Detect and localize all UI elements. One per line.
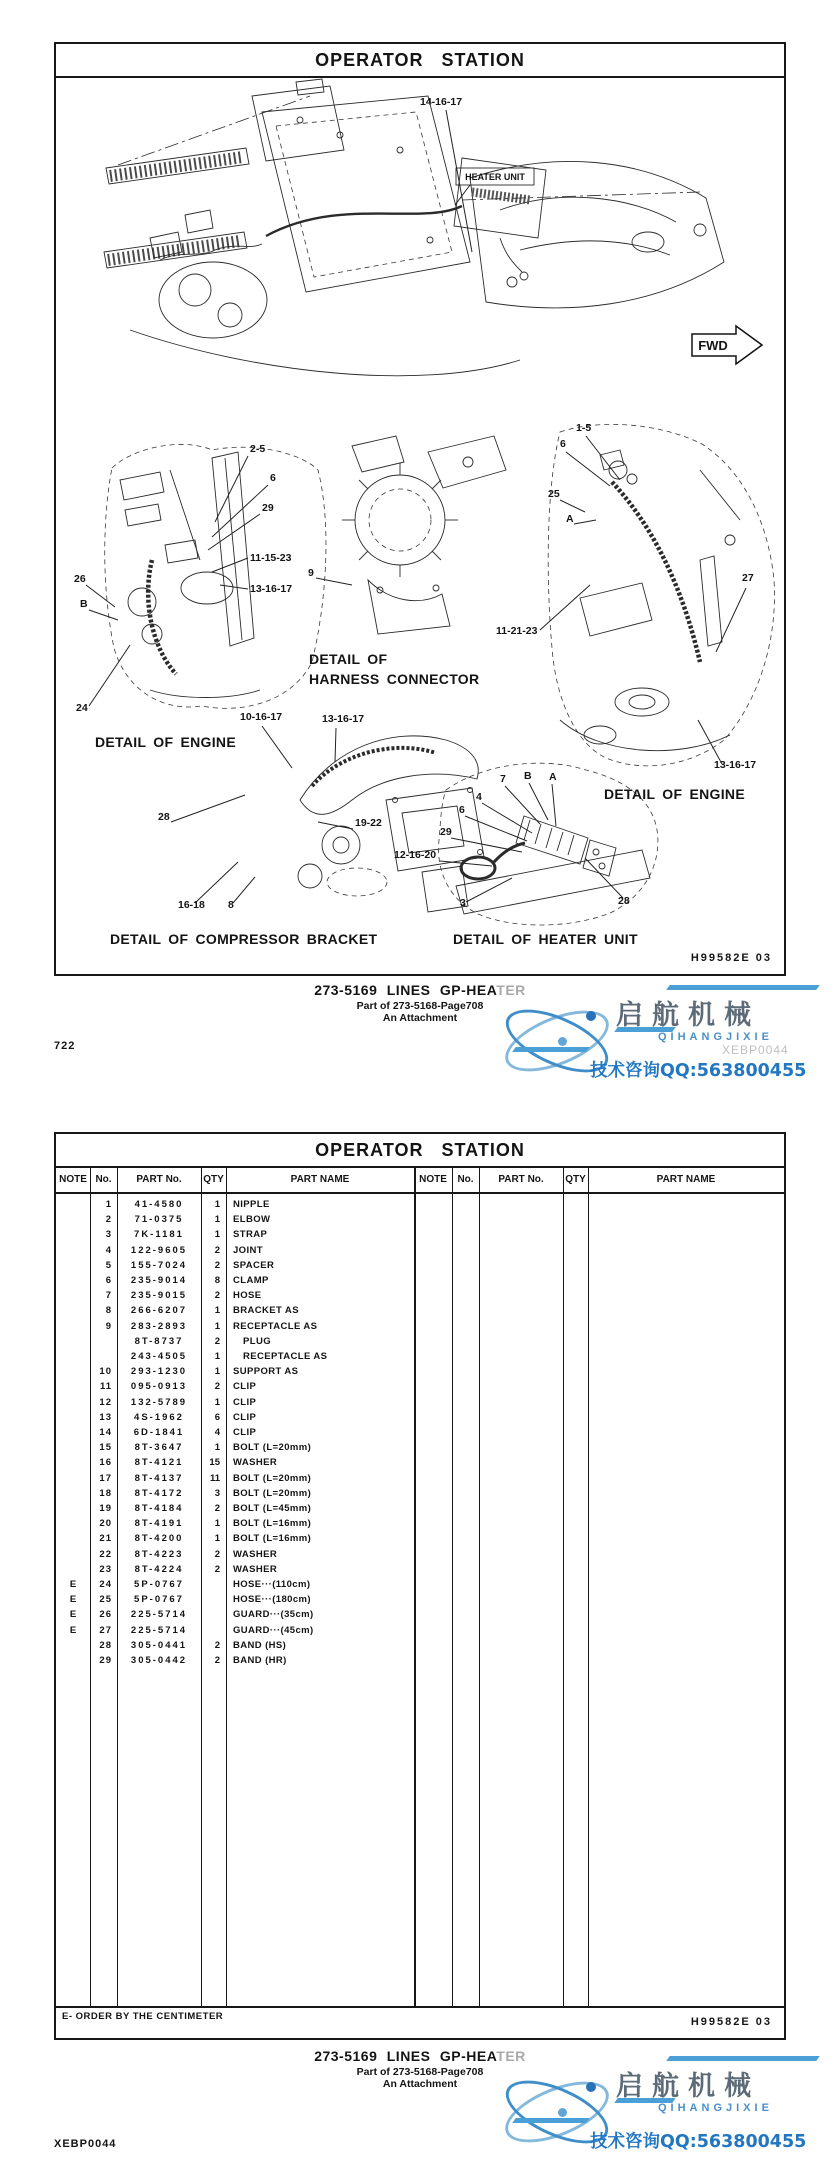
callout-leader [262,726,292,768]
cell-note [56,1471,90,1486]
cell-note [56,1364,90,1379]
cell-note [56,1395,90,1410]
cell-qty [201,1577,226,1592]
table-row [56,1197,784,1212]
cell-qty: 1 [214,1320,220,1332]
callout-label: 4 [476,791,482,803]
cell-no: 24 [99,1579,112,1590]
cell-no: 3 [105,1229,112,1241]
cell-no: 15 [99,1442,112,1454]
cell-part: 6D-1841 [133,1427,185,1438]
cell-no: 12 [99,1396,112,1408]
page1-footer-subtitle: Part of 273-5168-Page708 [356,1000,484,1012]
watermark-contact: 技术咨询QQ:563800455 [590,2132,807,2152]
cell-note [56,1562,90,1577]
heater-unit-label: HEATER UNIT [465,172,525,182]
cell-part: 8T-4137 [134,1472,184,1484]
callout-label: 24 [76,702,88,714]
cell-no: 7 [105,1290,112,1302]
cell-qty: 2 [214,1335,220,1347]
callout-leader [335,728,336,762]
cell-no: 11 [99,1381,112,1393]
page2-footer-title-tail: TER [496,2048,526,2064]
main-view-art [104,79,762,376]
callout-label: 16-18 [178,899,205,911]
table-row [56,1258,784,1273]
cell-part: 8T-4121 [134,1457,184,1469]
cell-name: CLIP [233,1411,257,1423]
callout-label: 14-16-17 [420,96,463,108]
cell-part: 5P-0767 [134,1594,184,1606]
callout-leader [560,500,585,512]
watermark-contact: 技术咨询QQ:563800455 [590,1061,807,1081]
cell-no: 20 [99,1518,112,1530]
cell-name: CLIP [233,1427,257,1438]
callout-leader [171,795,245,822]
cell-no: 14 [99,1427,112,1438]
cell-name: BOLT (L=16mm) [233,1518,312,1530]
table-row [56,1364,784,1379]
callout-label: B [524,770,532,782]
cell-qty: 2 [214,1244,220,1256]
col-header-part-2: PART No. [498,1174,544,1185]
cell-part: 266-6207 [130,1305,188,1317]
table-row [56,1455,784,1470]
cell-name: BRACKET AS [233,1305,299,1317]
callout-label: 29 [440,826,452,838]
cell-name: WASHER [233,1563,278,1575]
watermark-1 [498,981,840,1087]
watermark-brand-latin: QIHANGJIXIE [658,1031,773,1043]
cell-part: 8T-4184 [134,1503,184,1514]
callout-label: 26 [74,573,86,585]
cell-name: BOLT (L=20mm) [233,1487,312,1499]
cell-part: 8T-4223 [134,1548,184,1560]
cell-name: SPACER [233,1259,275,1271]
cell-no: 5 [105,1259,112,1271]
cell-qty: 1 [214,1199,220,1210]
cell-note [56,1258,90,1273]
callout-label: 13-16-17 [714,759,757,771]
col-header-note: NOTE [59,1174,87,1185]
cell-part: 225-5714 [130,1624,188,1636]
callout-label: 28 [618,895,630,907]
cell-qty: 2 [214,1639,220,1651]
cell-note [56,1197,90,1212]
callout-label: 19-22 [355,817,382,829]
cell-qty: 15 [209,1457,220,1469]
callout-label: 29 [262,502,274,514]
cell-part: 235-9015 [130,1290,188,1302]
callout-leader [318,822,353,829]
cell-name: RECEPTACLE AS [233,1320,318,1332]
table-row [56,1379,784,1394]
cell-note [56,1319,90,1334]
cell-part: 122-9605 [130,1244,188,1256]
col-header-no-2: No. [457,1174,474,1185]
cell-no: 25 [99,1594,112,1606]
table-row [56,1227,784,1242]
cell-qty [201,1592,226,1607]
callout-leader [89,610,118,620]
callout-leader [465,816,527,841]
cell-part: 235-9014 [130,1275,188,1286]
caption-harness-line2: HARNESS CONNECTOR [309,671,480,687]
cell-note: E [69,1624,77,1636]
table-row [56,1349,784,1364]
table-row [56,1638,784,1653]
cell-note [56,1440,90,1455]
col-header-qty: QTY [203,1174,224,1185]
cell-no: 6 [105,1275,112,1286]
cell-name: ELBOW [233,1214,271,1226]
atom-dot-icon [558,2108,567,2117]
cell-qty: 1 [214,1533,220,1545]
col-header-name-2: PART NAME [656,1174,716,1185]
cell-note [56,1303,90,1318]
cell-part: 71-0375 [134,1214,184,1226]
callout-leader [698,720,722,764]
cell-name: CLAMP [233,1275,269,1286]
table-row [56,1440,784,1455]
col-header-note-2: NOTE [419,1174,447,1185]
cell-note: E [69,1594,77,1606]
cell-note [56,1638,90,1653]
detail-harness-art [342,436,506,634]
table-row [56,1319,784,1334]
cell-name: WASHER [233,1457,278,1469]
atom-dot-icon [586,1011,596,1021]
callout-label: A [549,771,557,783]
col-header-qty-2: QTY [565,1174,586,1185]
callout-leader [86,585,115,607]
swoosh-icon [512,2118,590,2123]
cell-note [56,1455,90,1470]
atom-dot-icon [558,1037,567,1046]
callout-leader [586,436,620,480]
cell-name: BAND (HS) [233,1639,287,1651]
callout-leader [89,645,130,706]
cell-part: 4S-1962 [134,1411,184,1423]
page1-footer-title-tail: TER [496,982,526,998]
fwd-label: FWD [698,338,728,353]
callout-label: 9 [308,567,314,579]
cell-qty: 1 [214,1366,220,1378]
cell-name: BOLT (L=20mm) [233,1472,312,1484]
cell-part: 132-5789 [130,1396,188,1408]
cell-part: 8T-4200 [134,1533,184,1545]
callout-label: 7 [500,773,506,785]
table-header-rule [56,1192,784,1194]
cell-note [56,1516,90,1531]
cell-qty: 1 [214,1442,220,1454]
caption-detail-compressor: DETAIL OF COMPRESSOR BRACKET [110,931,378,947]
table-row [56,1212,784,1227]
watermark-2 [498,2052,840,2158]
page2-title: OPERATOR STATION [56,1134,784,1168]
table-row [56,1547,784,1562]
table-row [56,1303,784,1318]
page1-doc-code: H99582E 03 [690,952,772,964]
cell-part: 293-1230 [130,1366,188,1378]
callout-leader [316,578,352,585]
cell-qty: 1 [214,1229,220,1241]
table-row [56,1334,784,1349]
cell-part: 305-0442 [130,1655,188,1666]
page2-doc-code: H99582E 03 [690,2016,772,2028]
watermark-brand-latin: QIHANGJIXIE [658,2102,773,2114]
cell-qty: 2 [214,1381,220,1393]
cell-qty [201,1607,226,1622]
cell-name: GUARD···(35cm) [233,1609,314,1621]
cell-part: 095-0913 [130,1381,188,1393]
table-row [56,1243,784,1258]
callout-label: 6 [459,804,465,816]
table-row [56,1531,784,1546]
cell-no: 4 [105,1244,112,1256]
cell-name: STRAP [233,1229,268,1241]
cell-qty: 2 [214,1290,220,1302]
page1-title: OPERATOR STATION [56,44,784,78]
table-row [56,1471,784,1486]
cell-no [90,1349,117,1364]
callout-label: B [80,598,88,610]
cell-note [56,1653,90,1668]
cell-qty: 1 [214,1214,220,1226]
table-row [56,1395,784,1410]
callout-label: 1-5 [576,422,592,434]
cell-note [56,1273,90,1288]
cell-note [56,1288,90,1303]
cell-name: SUPPORT AS [233,1366,299,1378]
cell-no: 26 [99,1609,112,1621]
swoosh-icon [666,2056,820,2061]
cell-qty: 11 [209,1472,220,1484]
page1-page-number: 722 [54,1040,76,1052]
cell-qty: 1 [214,1305,220,1317]
cell-no: 13 [99,1411,112,1423]
cell-no: 16 [99,1457,112,1469]
cell-no: 1 [105,1199,112,1210]
page1-footer-title-main: 273-5169 LINES GP-HEA [314,982,497,998]
cell-note: E [69,1579,77,1590]
caption-harness-line1: DETAIL OF [309,651,388,667]
callout-label: 13-16-17 [322,713,365,725]
page1-footer-attachment: An Attachment [382,1012,458,1024]
cell-name: CLIP [233,1396,257,1408]
page2-footer-attachment: An Attachment [382,2078,458,2090]
atom-dot-icon [586,2082,596,2092]
cell-part: 5P-0767 [134,1579,184,1590]
cell-no: 9 [105,1320,112,1332]
col-header-name: PART NAME [290,1174,350,1185]
callout-leader [466,878,512,902]
cell-note [56,1547,90,1562]
callout-leader [574,520,596,524]
cell-no: 18 [99,1487,112,1499]
cell-name: HOSE···(110cm) [233,1579,311,1590]
cell-note [56,1425,90,1440]
cell-qty: 4 [214,1427,220,1438]
cell-qty: 2 [214,1259,220,1271]
col-header-no: No. [95,1174,112,1185]
cell-note: E [69,1609,77,1621]
cell-part: 305-0441 [130,1639,188,1651]
callout-label: A [566,513,574,525]
cell-qty [201,1623,226,1638]
cell-name: HOSE···(180cm) [233,1594,311,1606]
cell-name: BOLT (L=20mm) [233,1442,312,1454]
callout-label: 13-16-17 [250,583,293,595]
callout-label: 12-16-20 [394,849,437,861]
caption-detail-engine-left: DETAIL OF ENGINE [95,734,236,750]
cell-qty: 2 [214,1655,220,1666]
cell-part: 8T-8737 [134,1335,184,1347]
table-row [56,1562,784,1577]
cell-part: 283-2893 [130,1320,188,1332]
table-row [56,1410,784,1425]
cell-qty: 1 [214,1396,220,1408]
cell-qty: 3 [214,1487,220,1499]
cell-name: HOSE [233,1290,262,1302]
table-row [56,1501,784,1516]
table-row [56,1273,784,1288]
watermark-brand: 启航机械 [616,2071,760,2102]
caption-detail-engine-right: DETAIL OF ENGINE [604,786,745,802]
col-header-part: PART No. [136,1174,182,1185]
cell-no [90,1334,117,1349]
cell-name: BOLT (L=45mm) [233,1503,312,1514]
callout-leader [505,786,540,824]
cell-part: 8T-4191 [134,1518,184,1530]
table-row [56,1653,784,1668]
callout-leader [552,784,556,826]
cell-name: JOINT [233,1244,263,1256]
callout-label: 27 [742,572,754,584]
cell-part: 155-7024 [130,1259,188,1271]
table-row [56,1516,784,1531]
cell-name: BAND (HR) [233,1655,287,1666]
callout-leader [212,558,248,572]
watermark-brand: 启航机械 [616,1000,760,1031]
cell-no: 29 [99,1655,112,1666]
page2-page-code: XEBP0044 [54,2138,117,2150]
cell-note [56,1212,90,1227]
cell-no: 23 [99,1563,112,1575]
cell-qty: 2 [214,1548,220,1560]
cell-no: 8 [105,1305,112,1317]
table-footer-rule [56,2006,784,2008]
cell-part: 8T-4172 [134,1487,184,1499]
table-row [56,1592,784,1607]
cell-no: 19 [99,1503,112,1514]
cell-no: 27 [99,1624,112,1636]
cell-name: PLUG [243,1335,271,1347]
cell-note [56,1486,90,1501]
page2-footer-subtitle: Part of 273-5168-Page708 [356,2066,484,2078]
cell-name: BOLT (L=16mm) [233,1533,312,1545]
cell-note [56,1531,90,1546]
cell-note [56,1243,90,1258]
callout-label: 28 [158,811,170,823]
callout-label: 11-15-23 [250,552,292,564]
cell-no: 17 [99,1472,112,1484]
cell-qty: 8 [214,1275,220,1286]
callout-label: 6 [560,438,566,450]
page2-footer-title-main: 273-5169 LINES GP-HEA [314,2048,497,2064]
cell-no: 22 [99,1548,112,1560]
callout-leader [195,862,238,903]
table-row [56,1425,784,1440]
cell-part: 41-4580 [134,1199,184,1210]
cell-note [56,1501,90,1516]
cell-note [56,1379,90,1394]
cell-name: NIPPLE [233,1199,270,1210]
detail-engine-right-art [548,424,774,765]
cell-note [56,1334,90,1349]
table-row [56,1607,784,1622]
cell-note [56,1349,90,1364]
cell-qty: 1 [214,1351,220,1362]
cell-qty: 6 [214,1411,220,1423]
cell-name: WASHER [233,1548,278,1560]
callout-leader [716,588,746,652]
cell-qty: 2 [214,1503,220,1514]
callout-leader [233,877,255,903]
cell-no: 2 [105,1214,112,1226]
table-row [56,1486,784,1501]
swoosh-icon [512,1047,590,1052]
swoosh-icon [666,985,820,990]
cell-no: 10 [99,1366,112,1378]
callout-label: 8 [228,899,234,911]
table-row [56,1623,784,1638]
callout-label: 10-16-17 [240,711,283,723]
page2-footer-title [314,2048,526,2064]
page1-footer-title [314,982,526,998]
detail-engine-left-art [105,444,326,708]
cell-qty: 1 [214,1518,220,1530]
page2-footnote: E- ORDER BY THE CENTIMETER [62,2011,224,2022]
callout-label: 6 [270,472,276,484]
cell-name: GUARD···(45cm) [233,1624,314,1636]
cell-name: RECEPTACLE AS [243,1351,328,1362]
cell-no: 28 [99,1639,112,1651]
table-row [56,1577,784,1592]
callout-leader [451,838,522,852]
watermark-ghost-code: XEBP0044 [722,1043,789,1057]
cell-name: CLIP [233,1381,257,1393]
cell-note [56,1227,90,1242]
cell-part: 7K-1181 [134,1229,184,1241]
callout-label: 11-21-23 [496,625,538,637]
callout-label: 25 [548,488,560,500]
cell-qty: 2 [214,1563,220,1575]
cell-note [56,1410,90,1425]
cell-part: 243-4505 [130,1351,188,1362]
table-row [56,1288,784,1303]
cell-part: 225-5714 [130,1609,188,1621]
cell-part: 8T-4224 [134,1563,184,1575]
callout-label: 2-5 [250,443,266,455]
cell-no: 21 [99,1533,112,1545]
caption-detail-heater: DETAIL OF HEATER UNIT [453,931,638,947]
callout-label: 3 [460,897,466,909]
cell-part: 8T-3647 [134,1442,184,1454]
